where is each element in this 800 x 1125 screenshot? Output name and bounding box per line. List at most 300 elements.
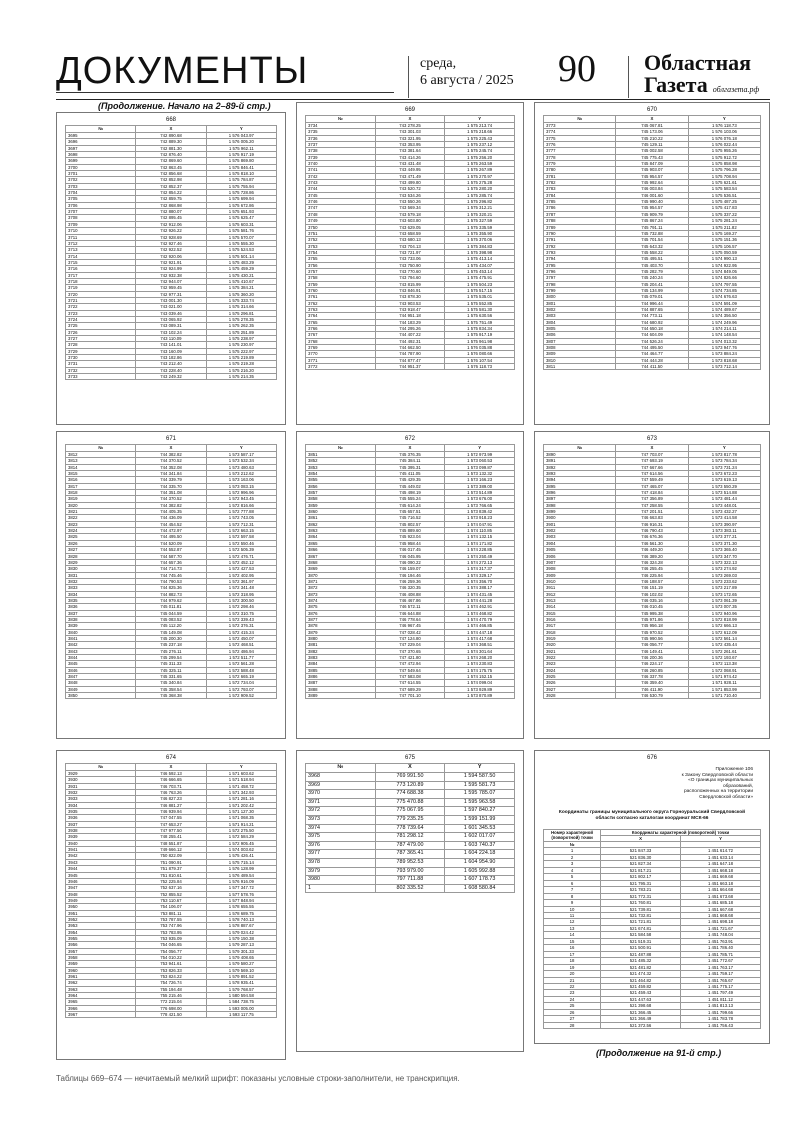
table-cell: 1 575 275.28 <box>445 180 515 186</box>
table-cell: 747 356.89 <box>616 496 688 502</box>
table-cell: 1 572 402.95 <box>206 572 276 578</box>
table-cell: 744 335.70 <box>136 483 206 489</box>
table-cell: 3915 <box>544 610 616 616</box>
table-cell: 1 601 345.53 <box>445 824 515 833</box>
table-cell: 1 451 775.17 <box>681 983 761 989</box>
table-cell: 1 572 818.99 <box>688 616 760 622</box>
table-cell: 1 574 228.85 <box>445 547 515 553</box>
table-cell: 3846 <box>66 667 136 673</box>
table-cell: 1 575 355.90 <box>445 230 515 236</box>
table-title: 671 <box>165 436 176 442</box>
table-cell: 521 447.63 <box>601 996 681 1002</box>
table-cell: 1 575 270.97 <box>445 173 515 179</box>
col-header: X <box>136 126 206 133</box>
table-cell: 1 576 916.09 <box>206 878 276 884</box>
table-cell: 3745 <box>306 192 376 198</box>
table-cell: 1 574 152.15 <box>445 674 515 680</box>
table-cell: 3942 <box>66 853 136 859</box>
table-cell: 3816 <box>66 477 136 483</box>
table-cell: 744 680.92 <box>616 319 688 325</box>
table-cell: 743 704.13 <box>375 243 445 249</box>
table-cell: 3844 <box>66 655 136 661</box>
table-cell: 1 575 501.14 <box>206 253 276 259</box>
table-cell: 26 <box>544 1009 601 1015</box>
table-cell: 743 550.26 <box>375 199 445 205</box>
table-cell: 3867 <box>306 553 376 559</box>
table-cell: 5 <box>544 874 601 880</box>
table-row <box>306 807 515 816</box>
table-cell: 1 576 035.88 <box>445 345 515 351</box>
table-cell: 3859 <box>306 502 376 508</box>
table-cell: 745 237.18 <box>136 642 206 648</box>
table-cell: 1 575 417.83 <box>688 205 760 211</box>
table-cell: 773 120.89 <box>375 781 445 790</box>
table-cell: 745 340.84 <box>136 680 206 686</box>
table-cell: 3974 <box>306 824 376 833</box>
table-cell: 1 573 212.62 <box>206 471 276 477</box>
table-cell: 3739 <box>306 154 376 160</box>
appendix-table-body <box>544 848 761 1029</box>
table-cell: 3971 <box>306 798 376 807</box>
table-cell: 8 <box>544 893 601 899</box>
table-cell: 1 576 043.97 <box>206 133 276 139</box>
table-cell: 3806 <box>544 332 616 338</box>
table-cell: 742 854.22 <box>136 190 206 196</box>
table-cell: 1 573 274.92 <box>688 566 760 572</box>
table-cell: 3896 <box>544 490 616 496</box>
table-cell: 3903 <box>544 534 616 540</box>
table-cell: 3765 <box>306 319 376 325</box>
table-cell: 1 573 532.34 <box>206 458 276 464</box>
appendix-table <box>543 829 761 1030</box>
table-cell: 778 421.50 <box>136 1012 206 1018</box>
table-cell: 754 726.74 <box>136 980 206 986</box>
table-cell: 3783 <box>544 186 616 192</box>
table-cell: 3932 <box>66 790 136 796</box>
table-cell: 744 464.77 <box>616 351 688 357</box>
table-cell: 743 102.24 <box>136 329 206 335</box>
table-cell: 745 923.04 <box>375 534 445 540</box>
table-cell: 746 778.64 <box>375 616 445 622</box>
coord-table-671 <box>56 431 286 739</box>
table-row <box>66 693 277 699</box>
table-cell: 6 <box>544 880 601 886</box>
table-cell: 1 575 453.14 <box>445 268 515 274</box>
table-cell: 746 411.90 <box>616 686 688 692</box>
table-cell: 1 575 219.89 <box>206 355 276 361</box>
table-cell: 744 825.36 <box>136 585 206 591</box>
table-cell: 746 663.83 <box>616 515 688 521</box>
table-cell: 1 575 285.74 <box>445 192 515 198</box>
table-cell: 3914 <box>544 604 616 610</box>
table-cell: 753 935.09 <box>136 935 206 941</box>
table-cell: 3841 <box>66 635 136 641</box>
table-cell: 745 716.52 <box>375 515 445 521</box>
table-cell: 521 519.31 <box>601 938 681 944</box>
table-cell: 744 887.65 <box>616 306 688 312</box>
table-cell: 1 574 447.18 <box>445 629 515 635</box>
col-header: Y <box>688 445 760 452</box>
table-cell: 746 561.30 <box>616 540 688 546</box>
table-cell: 3790 <box>544 230 616 236</box>
table-cell: 751 810.61 <box>136 872 206 878</box>
table-cell: 1 575 213.74 <box>445 123 515 129</box>
table-cell: 746 467.86 <box>375 597 445 603</box>
table-cell: 1 451 668.68 <box>681 913 761 919</box>
table-cell: 3797 <box>544 275 616 281</box>
table-cell: 3842 <box>66 642 136 648</box>
table-cell: 1 575 751.49 <box>445 319 515 325</box>
table-cell: 3741 <box>306 167 376 173</box>
table-cell: 742 932.38 <box>136 272 206 278</box>
table-cell: 3901 <box>544 521 616 527</box>
table-cell: 749 666.12 <box>136 847 206 853</box>
table-cell: 743 499.80 <box>375 180 445 186</box>
table-cell: 3733 <box>66 374 136 380</box>
table-title: 669 <box>404 107 415 113</box>
table-cell: 1 572 584.29 <box>206 834 276 840</box>
table-cell: 787 365.41 <box>375 850 445 859</box>
col-header: X <box>375 445 445 452</box>
table-cell: 521 760.81 <box>601 900 681 906</box>
table-cell: 1 575 603.31 <box>206 221 276 227</box>
table-cell: 753 826.33 <box>136 967 206 973</box>
coord-table <box>543 115 761 370</box>
table-cell: 1 575 555.30 <box>206 240 276 246</box>
table-cell: 1 578 655.55 <box>206 904 276 910</box>
table-cell: 1 575 728.86 <box>206 190 276 196</box>
table-cell: 743 770.60 <box>375 268 445 274</box>
table-cell: 1 451 647.18 <box>681 861 761 867</box>
table-cell: 746 102.02 <box>616 591 688 597</box>
table-cell: 745 903.07 <box>616 167 688 173</box>
header-divider <box>628 56 629 98</box>
table-cell: 1 573 132.32 <box>445 471 515 477</box>
table-cell: 743 160.09 <box>136 348 206 354</box>
table-cell: 3699 <box>66 158 136 164</box>
table-cell: 3934 <box>66 802 136 808</box>
table-cell: 3897 <box>544 496 616 502</box>
table-cell: 746 056.77 <box>616 642 688 648</box>
table-cell: 747 370.65 <box>375 648 445 654</box>
table-cell: 1 574 849.05 <box>688 268 760 274</box>
table-cell: 3980 <box>306 876 376 885</box>
table-cell: 3954 <box>66 929 136 935</box>
table-cell: 747 047.55 <box>136 815 206 821</box>
table-cell: 1 575 715.14 <box>206 859 276 865</box>
table-cell: 745 112.20 <box>136 623 206 629</box>
table-cell: 745 954.57 <box>616 205 688 211</box>
table-cell: 1 575 216.20 <box>206 367 276 373</box>
table-cell: 746 359.40 <box>616 680 688 686</box>
table-cell: 1 575 245.74 <box>445 148 515 154</box>
table-cell: 745 732.88 <box>616 230 688 236</box>
table-cell: 1 573 480.63 <box>206 464 276 470</box>
col-header: № <box>306 116 376 123</box>
table-cell: 743 110.09 <box>136 336 206 342</box>
table-cell: 742 928.69 <box>136 234 206 240</box>
table-cell: 3753 <box>306 243 376 249</box>
table-cell: 1 573 383.11 <box>688 528 760 534</box>
table-cell: 1 575 370.06 <box>445 237 515 243</box>
table-cell: 1 575 962.11 <box>206 145 276 151</box>
table-cell: 775 067.95 <box>375 807 445 816</box>
table-cell: 1 572 318.95 <box>206 591 276 597</box>
table-cell: 3778 <box>544 154 616 160</box>
table-cell: 3952 <box>66 916 136 922</box>
table-cell: 743 750.90 <box>375 262 445 268</box>
table-cell: 521 847.33 <box>601 848 681 854</box>
table-cell: 746 188.57 <box>616 578 688 584</box>
table-title: 670 <box>646 107 657 113</box>
table-cell: 746 592.13 <box>136 771 206 777</box>
table-cell: 1 571 853.99 <box>688 686 760 692</box>
table-cell: 1 571 281.16 <box>206 796 276 802</box>
table-cell: 1 574 441.28 <box>445 597 515 603</box>
table-row <box>306 824 515 833</box>
table-cell: 742 881.30 <box>136 145 206 151</box>
table-cell: 1 572 376.31 <box>206 623 276 629</box>
table-cell: 1 451 664.68 <box>681 887 761 893</box>
table-cell: 1 575 483.29 <box>206 259 276 265</box>
table-cell: 1 573 432.27 <box>688 509 760 515</box>
table-cell: 3945 <box>66 872 136 878</box>
table-cell: 745 200.30 <box>136 635 206 641</box>
table-cell: 742 880.07 <box>136 209 206 215</box>
coord-table-675 <box>296 750 524 1052</box>
table-cell: 1 575 151.36 <box>688 237 760 243</box>
table-cell: 1 575 211.82 <box>688 224 760 230</box>
table-cell: 745 331.65 <box>136 674 206 680</box>
table-cell: 1 572 427.53 <box>206 566 276 572</box>
table-cell: 1 579 301.33 <box>206 948 276 954</box>
col-header: Y <box>206 126 276 133</box>
table-cell: 521 783.21 <box>601 887 681 893</box>
table-cell: 746 881.27 <box>136 802 206 808</box>
table-cell: 1 572 193.67 <box>688 655 760 661</box>
table-cell: 745 970.52 <box>616 629 688 635</box>
table-cell: 793 979.00 <box>375 867 445 876</box>
table-cell: 1 575 834.34 <box>445 326 515 332</box>
table-cell: 3875 <box>306 604 376 610</box>
table-cell: 1 573 322.13 <box>688 559 760 565</box>
table-cell: 747 028.42 <box>375 629 445 635</box>
table-cell: 3910 <box>544 578 616 584</box>
table-cell: 3885 <box>306 667 376 673</box>
col-point-coords: Координаты характерной (поворотной) точки <box>601 829 761 835</box>
table-cell: 746 001.60 <box>616 192 688 198</box>
table-cell: 745 358.54 <box>136 686 206 692</box>
table-cell: 1 572 275.50 <box>206 828 276 834</box>
table-cell: 1 572 298.46 <box>206 604 276 610</box>
table-cell: 1 572 341.48 <box>206 585 276 591</box>
table-cell: 752 855.52 <box>136 891 206 897</box>
table-cell: 1 574 110.85 <box>445 528 515 534</box>
table-cell: 3878 <box>306 623 376 629</box>
table-cell: 3701 <box>66 171 136 177</box>
table-cell: 1 572 561.28 <box>206 661 276 667</box>
table-cell: 743 569.34 <box>375 205 445 211</box>
table-cell: 747 201.51 <box>616 509 688 515</box>
table-cell: 779 235.25 <box>375 815 445 824</box>
table-cell: 3890 <box>544 452 616 458</box>
table-cell: 1 574 470.79 <box>445 616 515 622</box>
table-cell: 742 977.31 <box>136 291 206 297</box>
header-divider <box>408 56 409 98</box>
table-cell: 1 577 848.94 <box>206 897 276 903</box>
table-cell: 1 572 588.48 <box>206 667 276 673</box>
table-cell: 746 389.20 <box>616 553 688 559</box>
table-cell: 1 575 214.35 <box>206 374 276 380</box>
table-cell: 1 574 990.13 <box>688 256 760 262</box>
table-cell: 3740 <box>306 161 376 167</box>
table-cell: 1 574 356.70 <box>445 578 515 584</box>
col-header: № <box>306 764 376 773</box>
table-cell: 745 958.44 <box>375 540 445 546</box>
table-cell: 1 451 698.18 <box>681 919 761 925</box>
table-cell: 1 576 107.54 <box>445 357 515 363</box>
table-cell: 3905 <box>544 547 616 553</box>
table-cell: 745 867.24 <box>616 218 688 224</box>
table-cell: 1 451 811.12 <box>681 996 761 1002</box>
table-cell: 745 889.60 <box>375 528 445 534</box>
table-cell: 1 575 621.61 <box>688 180 760 186</box>
table-cell: 1 451 772.67 <box>681 958 761 964</box>
table-cell: 742 926.22 <box>136 228 206 234</box>
table-cell: 753 110.67 <box>136 897 206 903</box>
table-cell: 746 666.65 <box>136 777 206 783</box>
table-cell: 747 418.84 <box>616 490 688 496</box>
table-cell: 3722 <box>66 304 136 310</box>
table-cell: 1 574 417.68 <box>445 635 515 641</box>
table-cell: 1 575 583.54 <box>688 186 760 192</box>
table-cell: 745 411.05 <box>375 471 445 477</box>
table-title: 672 <box>404 436 415 442</box>
table-row <box>306 693 515 699</box>
table-cell: 747 421.80 <box>375 655 445 661</box>
table-cell: 3813 <box>66 458 136 464</box>
table-cell: 751 879.37 <box>136 866 206 872</box>
table-cell: 1 575 430.21 <box>206 272 276 278</box>
table-cell: 3788 <box>544 218 616 224</box>
table-cell: 1 574 734.85 <box>688 287 760 293</box>
table-cell: 1 451 668.18 <box>681 867 761 873</box>
table-cell: 745 282.79 <box>616 268 688 274</box>
table-cell: 3940 <box>66 840 136 846</box>
table-cell: 745 429.35 <box>375 477 445 483</box>
table-cell: 1 575 858.98 <box>688 161 760 167</box>
table-cell: 746 200.36 <box>616 655 688 661</box>
table-cell: 1 576 489.54 <box>206 872 276 878</box>
table-cell: 3858 <box>306 496 376 502</box>
issue-date <box>420 55 514 89</box>
table-cell: 3948 <box>66 891 136 897</box>
table-cell: 789 952.53 <box>375 858 445 867</box>
table-cell: 1 573 371.30 <box>688 540 760 546</box>
table-cell: 1 451 785.71 <box>681 951 761 957</box>
table-cell: 3845 <box>66 661 136 667</box>
table-cell: 1 575 281.24 <box>688 218 760 224</box>
table-cell: 753 881.11 <box>136 910 206 916</box>
table-cell: 746 010.45 <box>616 604 688 610</box>
table-cell: 752 637.16 <box>136 885 206 891</box>
table-cell: 744 714.73 <box>136 566 206 572</box>
table-cell: 3720 <box>66 291 136 297</box>
table-cell: 743 534.26 <box>375 192 445 198</box>
table-cell: 3698 <box>66 152 136 158</box>
table-cell: 3962 <box>66 980 136 986</box>
table-cell: 3705 <box>66 196 136 202</box>
table-cell: 1 573 377.21 <box>688 534 760 540</box>
table-cell: 1 574 826.66 <box>688 275 760 281</box>
table-cell: 743 021.00 <box>136 304 206 310</box>
table-cell: 1 573 784.34 <box>688 458 760 464</box>
table-cell: 744 979.62 <box>136 597 206 603</box>
table-title: 676 <box>646 755 657 761</box>
table-cell: 3827 <box>66 547 136 553</box>
table-cell: 1 573 172.65 <box>688 591 760 597</box>
table-cell: 3731 <box>66 361 136 367</box>
table-cell: 16 <box>544 945 601 951</box>
table-cell: 3758 <box>306 275 376 281</box>
section-title: ДОКУМЕНТЫ <box>56 50 309 92</box>
table-cell: 742 863.45 <box>136 164 206 170</box>
table-cell: 3781 <box>544 173 616 179</box>
newspaper-logo <box>644 52 759 101</box>
table-cell: 1 451 669.68 <box>681 874 761 880</box>
table-cell: 3951 <box>66 910 136 916</box>
table-cell: 745 044.59 <box>136 610 206 616</box>
table-cell: 1 574 214.11 <box>688 326 760 332</box>
table-cell: 1 575 312.21 <box>445 205 515 211</box>
table-cell: 745 011.81 <box>136 604 206 610</box>
table-cell: 1 575 314.66 <box>206 304 276 310</box>
table-cell: 1 573 731.24 <box>688 464 760 470</box>
table-cell: 3747 <box>306 205 376 211</box>
table-cell: 1 451 748.04 <box>681 932 761 938</box>
table-cell: 1 451 813.13 <box>681 1003 761 1009</box>
table-cell: 744 773.11 <box>616 313 688 319</box>
table-cell: 743 579.18 <box>375 211 445 217</box>
table-cell: 1 575 917.19 <box>206 152 276 158</box>
table-cell: 3840 <box>66 629 136 635</box>
table-header-row <box>306 764 515 773</box>
table-cell: 3736 <box>306 135 376 141</box>
table-cell: 744 745.46 <box>136 572 206 578</box>
table-cell: 3887 <box>306 680 376 686</box>
table-cell: 1 572 068.91 <box>688 667 760 673</box>
table-cell: 3861 <box>306 515 376 521</box>
table-cell: 3717 <box>66 272 136 278</box>
table-cell: 1 571 068.35 <box>206 815 276 821</box>
table-cell: 3881 <box>306 642 376 648</box>
table-cell: 3724 <box>66 316 136 322</box>
table-cell: 3877 <box>306 616 376 622</box>
table-cell: 3961 <box>66 974 136 980</box>
table-cell: 1 577 347.72 <box>206 885 276 891</box>
table-cell: 744 604.09 <box>616 332 688 338</box>
table-cell: 743 471.49 <box>375 173 445 179</box>
table-cell: 1 451 763.17 <box>681 964 761 970</box>
table-cell: 1 574 676.63 <box>688 294 760 300</box>
table-cell: 1 571 342.93 <box>206 790 276 796</box>
table-cell: 3819 <box>66 496 136 502</box>
table-cell: 744 436.09 <box>136 515 206 521</box>
table-cell: 1 575 237.12 <box>445 142 515 148</box>
table-cell: 3784 <box>544 192 616 198</box>
table-cell: 778 739.64 <box>375 824 445 833</box>
appendix-subtitle: Координаты границы муниципального округа Горноуральский Свердловской области согласно каталогам координат МСК-66 <box>558 809 746 821</box>
